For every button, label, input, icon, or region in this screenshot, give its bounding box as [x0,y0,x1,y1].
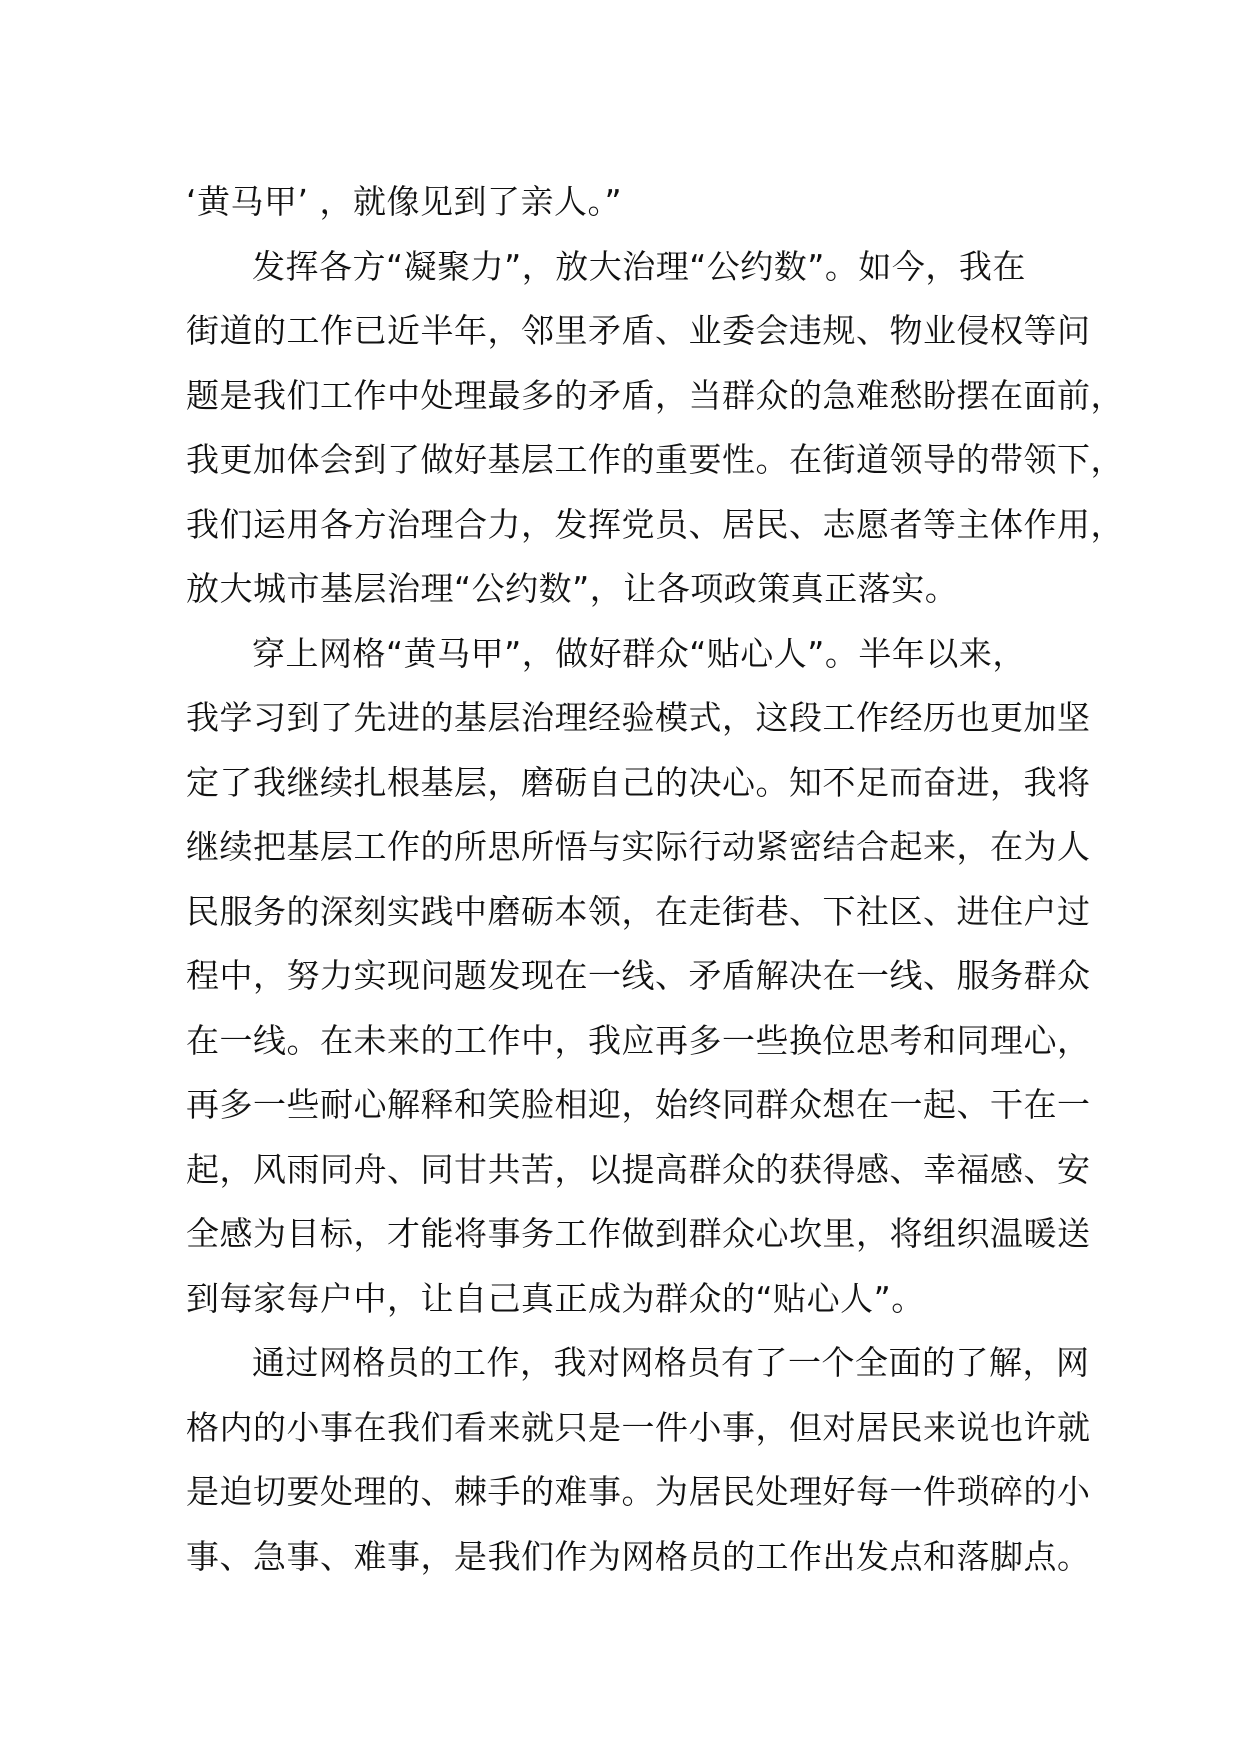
text-line: 定了我继续扎根基层，磨砺自己的决心。知不足而奋进，我将 [186,762,1091,802]
text-line: 再多一些耐心解释和笑脸相迎，始终同群众想在一起、干在一 [186,1085,1091,1124]
text-line: 格内的小事在我们看来就只是一件小事，但对居民来说也许就 [186,1407,1091,1447]
text-line: 我们运用各方治理合力，发挥党员、居民、志愿者等主体作用， [186,504,1124,544]
text-line: 民服务的深刻实践中磨砺本领，在走街巷、下社区、进住户过 [186,891,1091,931]
paragraph-start-line: 发挥各方“凝聚力”，放大治理“公约数”。如今，我在 [252,246,1026,286]
text-line: 全感为目标，才能将事务工作做到群众心坎里，将组织温暖送 [186,1214,1091,1253]
text-line: 程中，努力实现问题发现在一线、矛盾解决在一线、服务群众 [186,956,1091,995]
text-line: 我学习到了先进的基层治理经验模式，这段工作经历也更加坚 [186,698,1091,737]
paragraph-start-line: 通过网格员的工作，我对网格员有了一个全面的了解，网 [252,1343,1090,1382]
text-line: ‘黄马甲’ ，就像见到了亲人。” [186,182,623,221]
text-line: 是迫切要处理的、棘手的难事。为居民处理好每一件琐碎的小 [186,1472,1091,1511]
paragraph-start-line: 穿上网格“黄马甲”，做好群众“贴心人”。半年以来， [252,633,1026,673]
document-body [186,170,1124,1589]
text-line: 街道的工作已近半年，邻里矛盾、业委会违规、物业侵权等问 [186,311,1091,350]
text-line: 在一线。在未来的工作中，我应再多一些换位思考和同理心， [186,1020,1091,1060]
text-line: 到每家每户中，让自己真正成为群众的“贴心人”。 [186,1278,925,1318]
text-line: 我更加体会到了做好基层工作的重要性。在街道领导的带领下， [186,440,1124,479]
text-line: 放大城市基层治理“公约数”，让各项政策真正落实。 [186,569,959,608]
text-line: 起，风雨同舟、同甘共苦，以提高群众的获得感、幸福感、安 [186,1149,1091,1189]
text-line: 事、急事、难事，是我们作为网格员的工作出发点和落脚点。 [186,1536,1091,1576]
text-line: 题是我们工作中处理最多的矛盾，当群众的急难愁盼摆在面前， [186,375,1124,415]
text-line: 继续把基层工作的所思所悟与实际行动紧密结合起来，在为人 [186,827,1091,866]
